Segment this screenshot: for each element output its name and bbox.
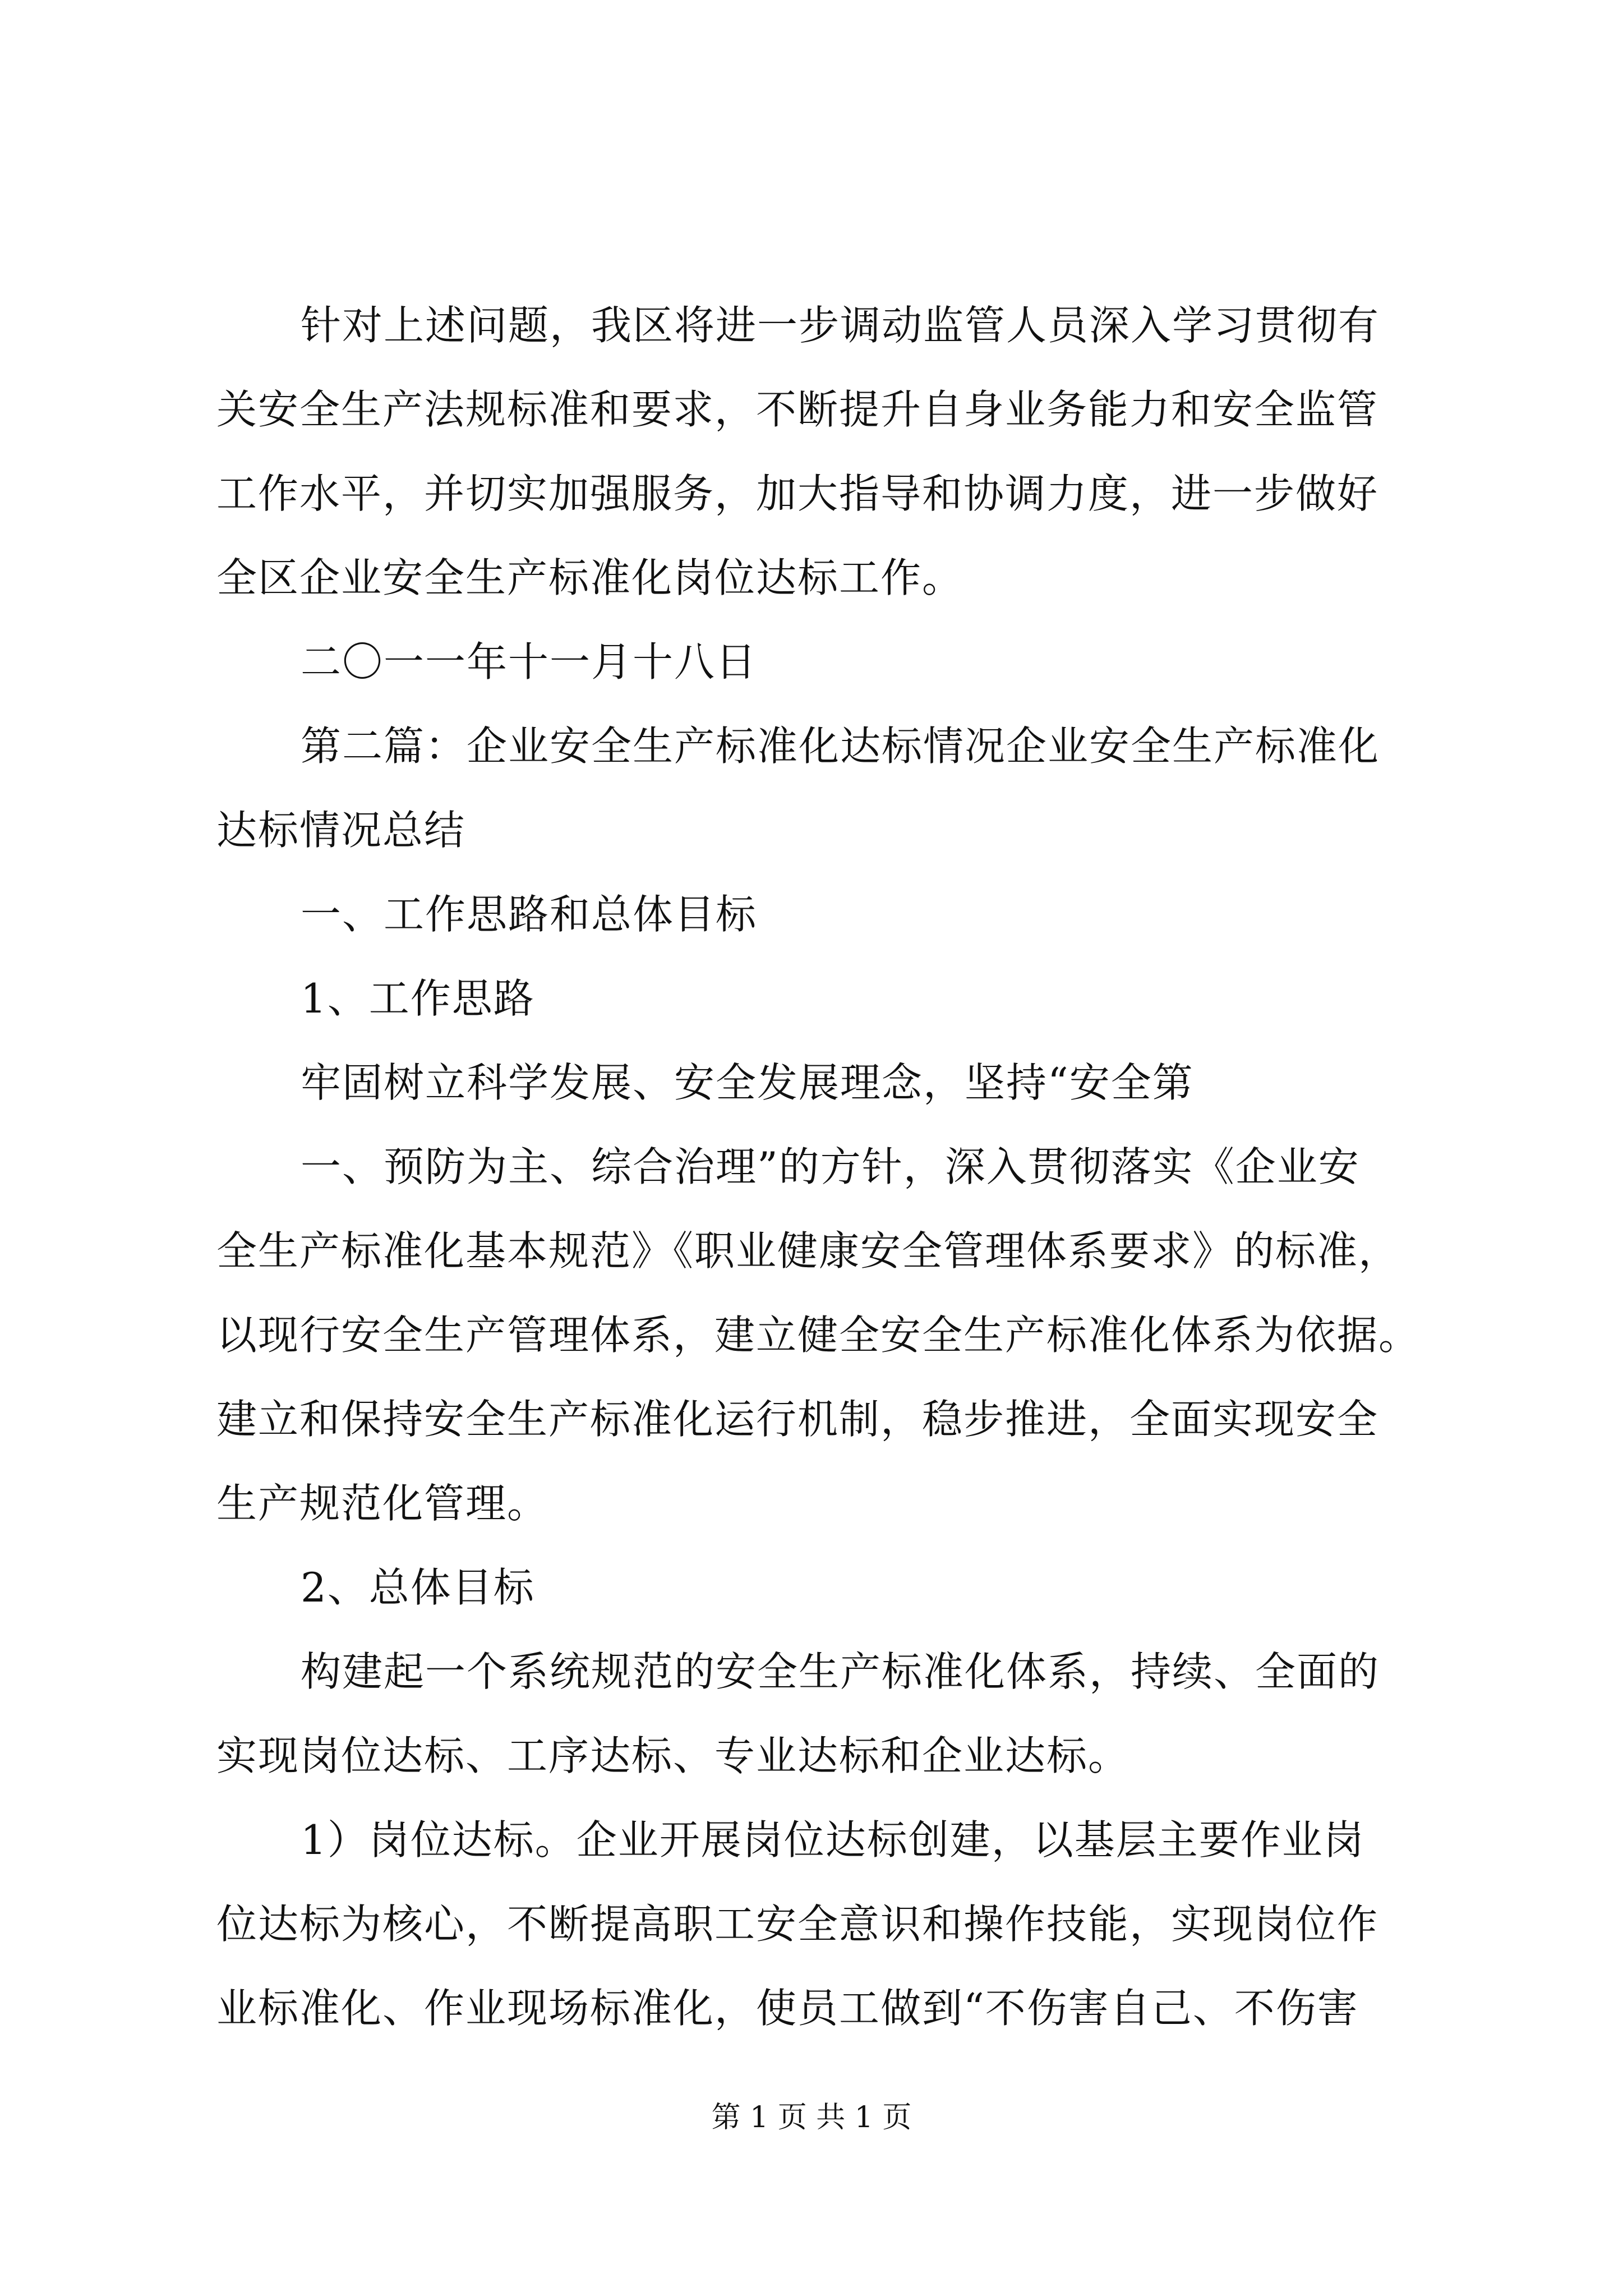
page-footer: 第 1 页 共 1 页 <box>711 2101 912 2134</box>
paragraph-line: 关安全生产法规标准和要求，不断提升自身业务能力和安全监管 <box>216 386 1379 433</box>
section-heading-cont: 达标情况总结 <box>216 807 466 854</box>
paragraph-line: 位达标为核心，不断提高职工安全意识和操作技能，实现岗位作 <box>216 1901 1379 1948</box>
paragraph-line: 牢固树立科学发展、安全发展理念，坚持“安全第 <box>301 1059 1194 1106</box>
heading-1-1: 1、工作思路 <box>301 975 535 1022</box>
heading-1: 一、工作思路和总体目标 <box>301 891 758 938</box>
date-line: 二〇一一年十一月十八日 <box>301 638 758 685</box>
paragraph-line: 实现岗位达标、工序达标、专业达标和企业达标。 <box>216 1732 1130 1779</box>
paragraph-line: 全生产标准化基本规范》《职业健康安全管理体系要求》的标准， <box>216 1227 1400 1274</box>
paragraph-line: 建立和保持安全生产标准化运行机制，稳步推进，全面实现安全 <box>216 1396 1379 1443</box>
paragraph-line: 针对上述问题，我区将进一步调动监管人员深入学习贯彻有 <box>301 302 1380 349</box>
paragraph-line: 工作水平，并切实加强服务，加大指导和协调力度，进一步做好 <box>216 470 1379 517</box>
heading-1-2: 2、总体目标 <box>301 1564 535 1611</box>
paragraph-line: 生产规范化管理。 <box>216 1480 549 1527</box>
paragraph-line: 业标准化、作业现场标准化，使员工做到“不伤害自己、不伤害 <box>216 1985 1359 2032</box>
section-heading: 第二篇：企业安全生产标准化达标情况企业安全生产标准化 <box>301 723 1380 770</box>
paragraph-line: 构建起一个系统规范的安全生产标准化体系，持续、全面的 <box>301 1648 1380 1695</box>
paragraph-line: 1）岗位达标。企业开展岗位达标创建，以基层主要作业岗 <box>301 1816 1365 1864</box>
paragraph-line: 一、预防为主、综合治理”的方针，深入贯彻落实《企业安 <box>301 1143 1360 1190</box>
paragraph-line: 全区企业安全生产标准化岗位达标工作。 <box>216 554 964 601</box>
paragraph-line: 以现行安全生产管理体系，建立健全安全生产标准化体系为依据。 <box>216 1312 1421 1359</box>
